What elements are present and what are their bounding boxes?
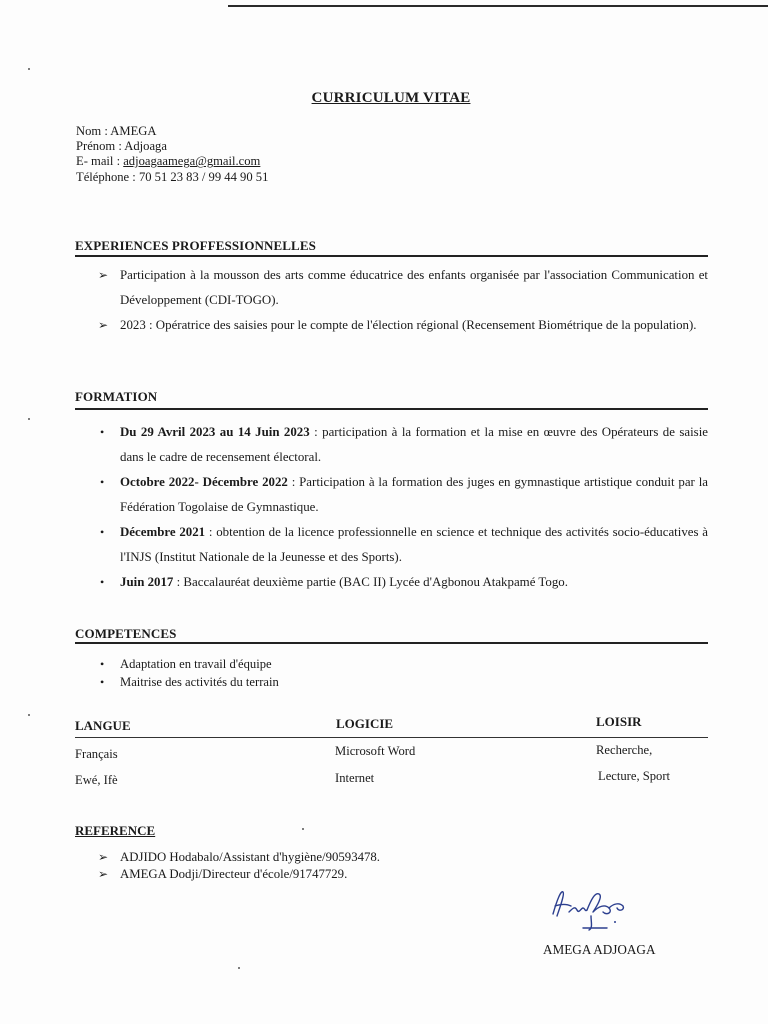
formation-heading: FORMATION [75, 389, 158, 404]
experience-text: Participation à la mousson des arts comme éducatrice des enfants organisée par l'association Communication et Développement (CDI-TOGO). [120, 268, 708, 307]
formation-text: : obtention de la licence professionnelle en science et technique des activités socio-éducatives à l'INJS (Institut Nationale de la Jeunesse et des Sports). [120, 525, 708, 564]
reference-list [98, 849, 380, 883]
formation-item [98, 470, 708, 520]
loisir-heading: LOISIR [596, 714, 642, 729]
dot-bullet-icon: • [100, 657, 105, 671]
scan-speck [28, 714, 30, 716]
arrow-bullet-icon: ➢ [98, 867, 109, 881]
formation-date: Décembre 2021 [120, 525, 206, 539]
arrow-bullet-icon: ➢ [98, 318, 109, 332]
reference-text: ADJIDO Hodabalo/Assistant d'hygiène/90593478. [120, 850, 380, 864]
langue-value: Ewé, Ifè [75, 773, 118, 787]
dot-bullet-icon: • [100, 425, 105, 439]
logiciel-value: Internet [335, 771, 375, 785]
competences-rule [75, 642, 708, 644]
formation-date: Du 29 Avril 2023 au 14 Juin 2023 [120, 425, 310, 439]
scan-speck [28, 418, 30, 420]
email-label: E- mail : [76, 154, 124, 169]
formation-date: Juin 2017 [120, 575, 174, 589]
dot-bullet-icon: • [100, 525, 105, 539]
dot-bullet-icon: • [100, 675, 105, 689]
loisir-value: Recherche, [596, 743, 653, 757]
prenom-line: Prénom : Adjoaga [76, 139, 167, 154]
competence-text: Adaptation en travail d'équipe [120, 657, 272, 671]
formation-rule [75, 408, 708, 410]
competence-item [98, 655, 279, 673]
dot-bullet-icon: • [100, 475, 105, 489]
experiences-list [98, 263, 708, 338]
nom-line: Nom : AMEGA [76, 124, 157, 138]
formation-item [98, 570, 708, 595]
langue-value: Français [75, 747, 118, 761]
formation-item [98, 420, 708, 470]
formation-list [98, 420, 708, 595]
signature-name: AMEGA ADJOAGA [543, 942, 656, 957]
scan-speck [238, 967, 240, 969]
document-title: CURRICULUM VITAE [311, 90, 471, 106]
reference-item [98, 849, 380, 866]
reference-item [98, 866, 380, 883]
langue-heading: LANGUE [75, 718, 131, 733]
dot-bullet-icon: • [100, 575, 105, 589]
arrow-bullet-icon: ➢ [98, 268, 109, 282]
loisir-value: Lecture, Sport [598, 769, 671, 783]
email-line [76, 154, 268, 169]
email-value: adjoagaamega@gmail.com [123, 154, 261, 169]
competence-text: Maitrise des activités du terrain [120, 675, 279, 689]
experience-item [98, 263, 708, 313]
formation-text: : participation à la formation et la mise en œuvre des Opérateurs de saisie dans le cadre de recensement électoral. [120, 425, 708, 464]
handwritten-signature [547, 882, 637, 934]
scan-speck [302, 828, 304, 830]
experiences-heading: EXPERIENCES PROFFESSIONNELLES [75, 238, 316, 253]
reference-text: AMEGA Dodji/Directeur d'école/91747729. [120, 867, 348, 881]
experience-text: 2023 : Opératrice des saisies pour le compte de l'élection régional (Recensement Biométrique de la population). [120, 318, 697, 332]
competence-item [98, 673, 279, 691]
experiences-rule [75, 255, 708, 257]
scan-speck [28, 68, 30, 70]
competences-list [98, 655, 279, 691]
formation-item [98, 520, 708, 570]
arrow-bullet-icon: ➢ [98, 850, 109, 864]
columns-rule [75, 737, 708, 738]
experience-item [98, 313, 708, 338]
contact-block [76, 124, 268, 185]
logiciel-value: Microsoft Word [335, 744, 416, 758]
formation-date: Octobre 2022- Décembre 2022 [120, 475, 288, 489]
formation-text: : Participation à la formation des juges en gymnastique artistique conduit par la Fédération Togolaise de Gymnastique. [120, 475, 708, 514]
formation-text: : Baccalauréat deuxième partie (BAC II) Lycée d'Agbonou Atakpamé Togo. [173, 575, 568, 589]
reference-heading: REFERENCE [75, 823, 156, 838]
scan-top-edge-line [228, 5, 768, 7]
logiciel-heading: LOGICIE [336, 716, 394, 731]
competences-heading: COMPETENCES [75, 626, 177, 641]
telephone-line: Téléphone : 70 51 23 83 / 99 44 90 51 [76, 169, 269, 184]
